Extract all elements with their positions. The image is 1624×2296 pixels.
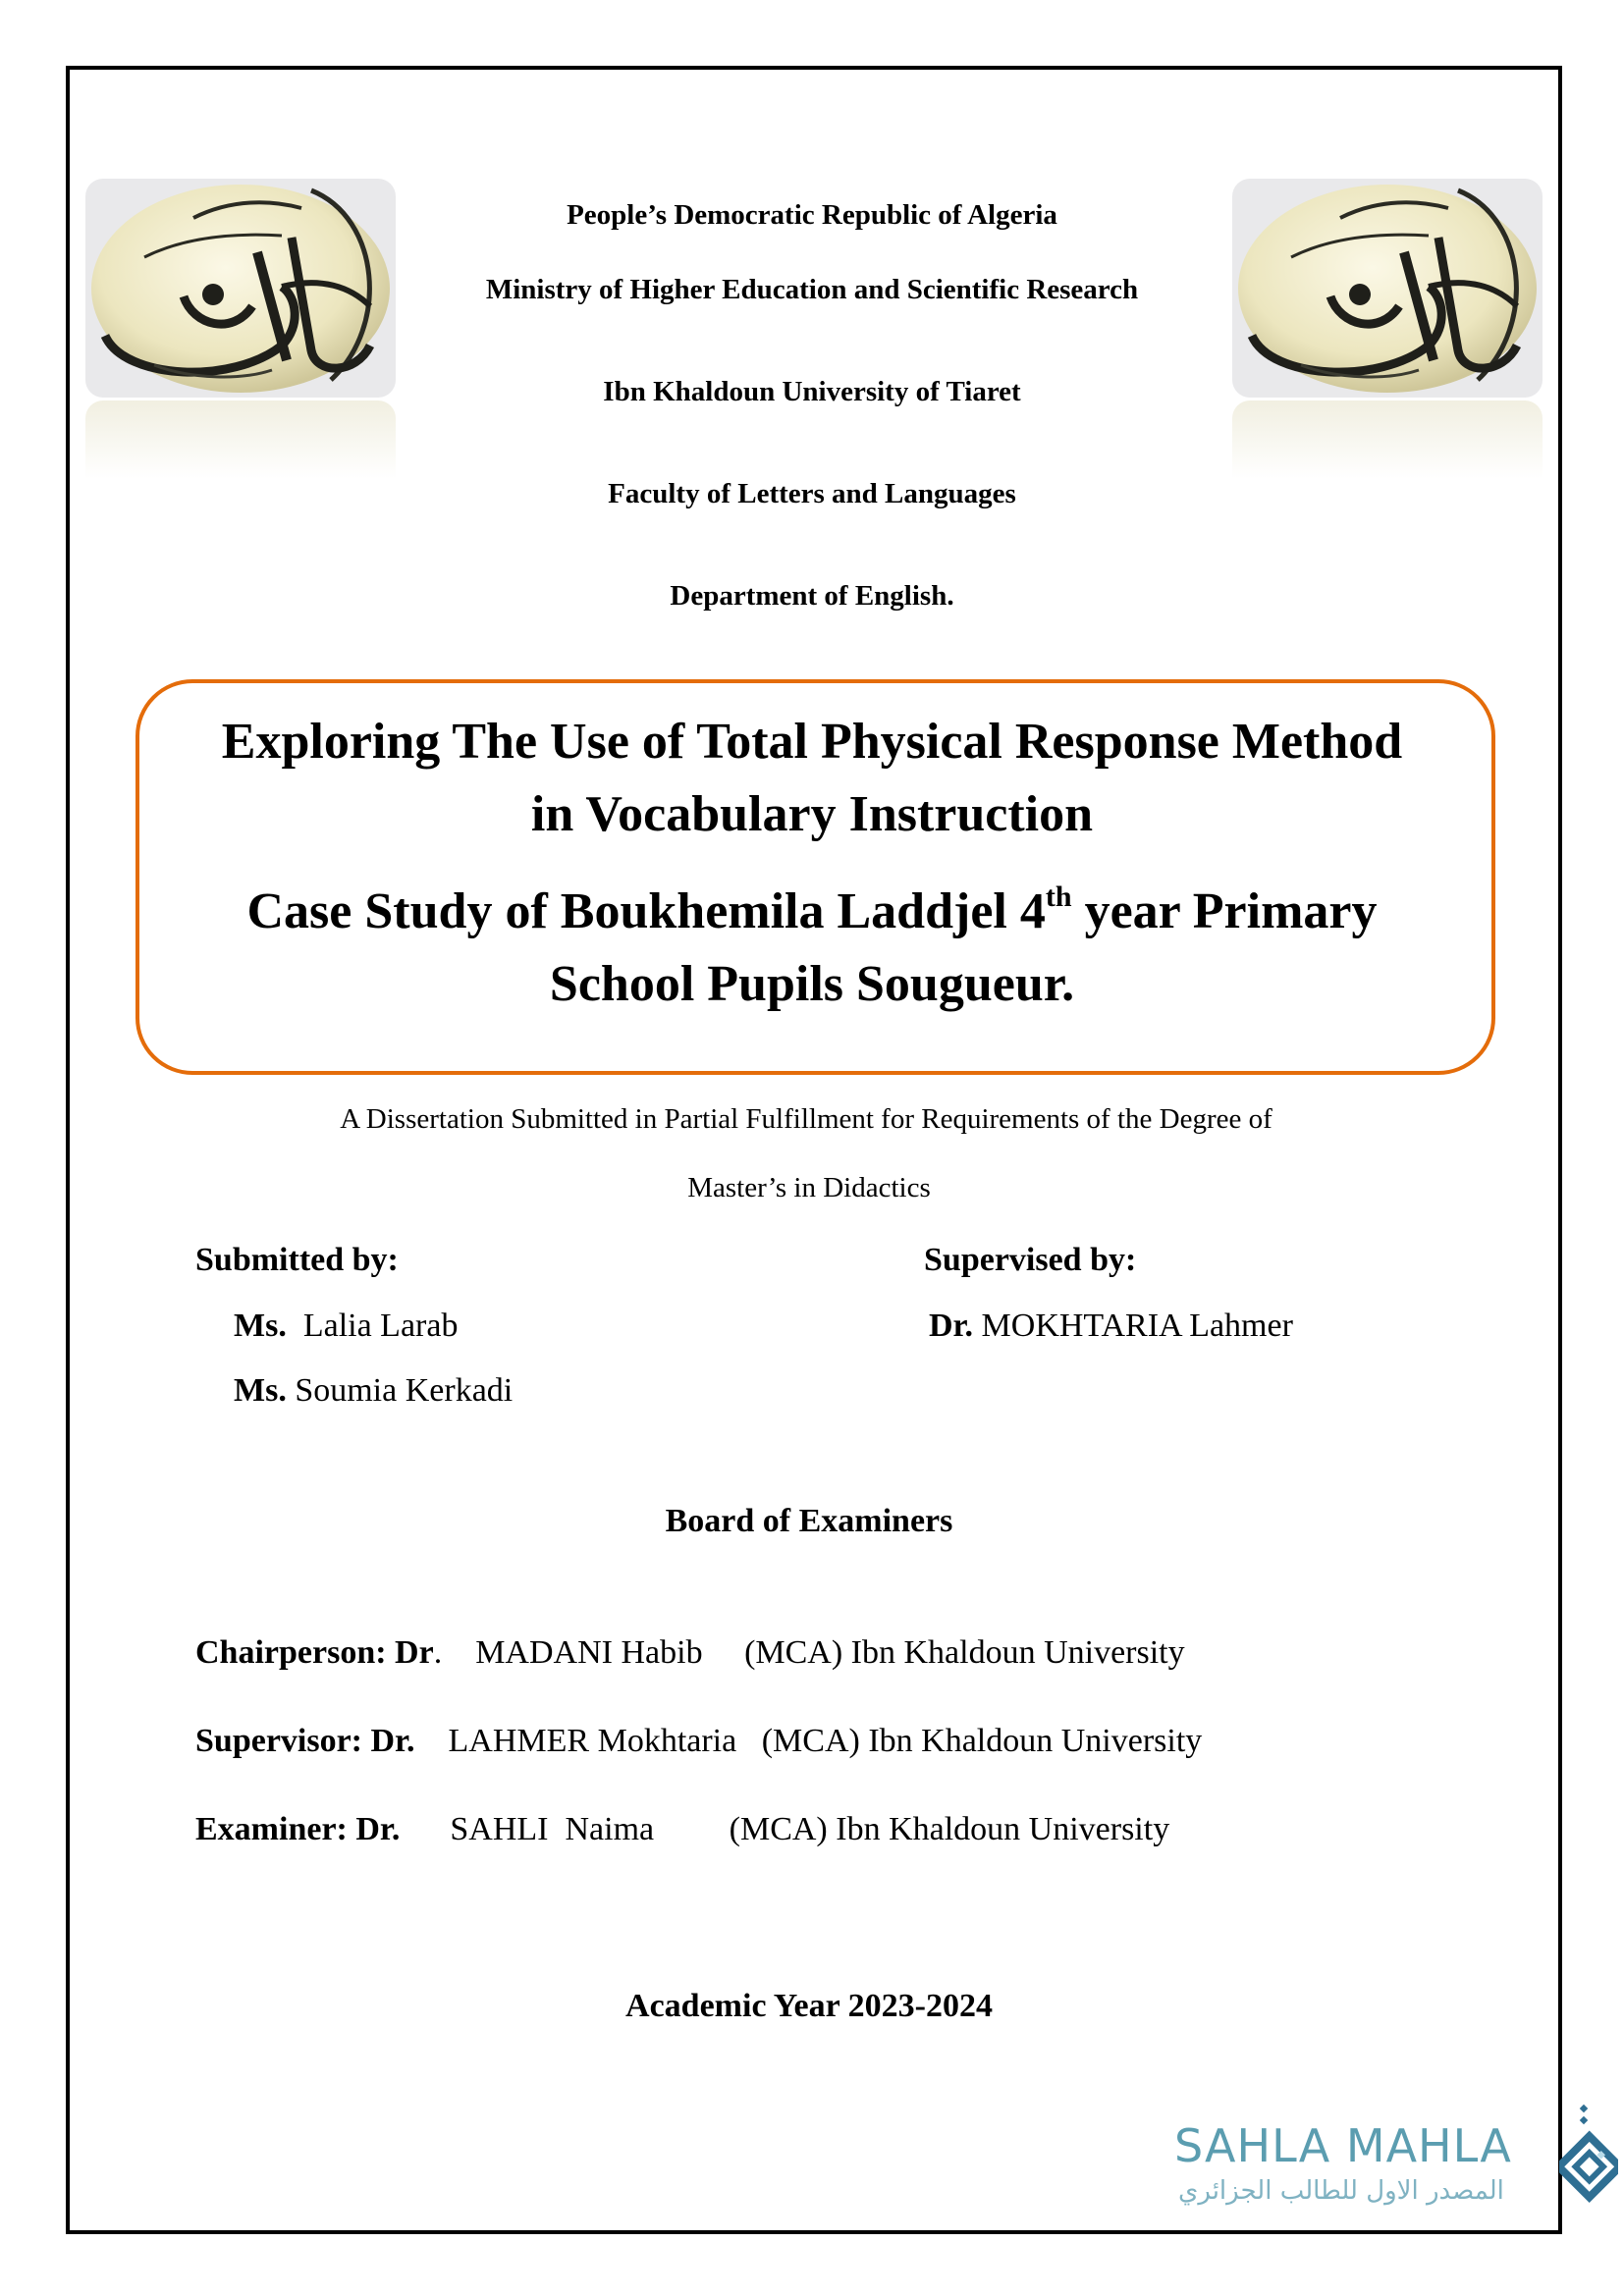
board-member-name: MADANI Habib [442, 1634, 703, 1671]
board-role-suffix: . [433, 1634, 443, 1671]
academic-year: Academic Year 2023-2024 [625, 1988, 993, 2024]
board-member-affiliation: (MCA) Ibn Khaldoun University [736, 1723, 1203, 1759]
sahla-mahla-watermark [1168, 2115, 1620, 2223]
supervisor [929, 1308, 1293, 1345]
board-role: Chairperson: Dr [195, 1634, 434, 1671]
student-1-name: Lalia Larab [286, 1308, 459, 1344]
ministry-name: Ministry of Higher Education and Scientific Research [485, 274, 1139, 305]
sahla-mahla-logo-icon [1559, 2104, 1618, 2212]
board-member-chairperson [195, 1634, 1185, 1672]
student-1 [234, 1308, 458, 1345]
logo-reflection-left [85, 400, 396, 479]
board-heading: Board of Examiners [665, 1503, 953, 1539]
board-member-name: SAHLI Naima [400, 1811, 655, 1847]
ordinal-superscript: th [1045, 881, 1072, 913]
student-2-name: Soumia Kerkadi [286, 1372, 514, 1409]
watermark-tagline: المصدر الاول للطالب الجزائري [1178, 2176, 1504, 2206]
title-line-4: School Pupils Sougueur. [549, 956, 1075, 1012]
board-member-name: LAHMER Mokhtaria [414, 1723, 737, 1759]
title-line-3-text-end: year Primary [1071, 883, 1378, 939]
board-role: Supervisor: Dr. [195, 1723, 415, 1759]
board-member-affiliation: (MCA) Ibn Khaldoun University [702, 1634, 1185, 1671]
submitted-by-label: Submitted by: [195, 1242, 399, 1278]
dissertation-statement: A Dissertation Submitted in Partial Fulfillment for Requirements of the Degree of [340, 1103, 1272, 1135]
watermark-brand: SAHLA MAHLA [1174, 2119, 1512, 2172]
board-role: Examiner: Dr. [195, 1811, 401, 1847]
supervisor-title: Dr. [929, 1308, 974, 1344]
student-2 [234, 1372, 513, 1410]
title-line-3-text: Case Study of Boukhemila Laddjel 4 [246, 883, 1046, 939]
student-2-title: Ms. [234, 1372, 287, 1409]
logo-reflection-right [1232, 400, 1543, 479]
board-member-affiliation: (MCA) Ibn Khaldoun University [654, 1811, 1170, 1847]
title-line-3 [0, 882, 1624, 940]
faculty-name: Faculty of Letters and Languages [608, 478, 1016, 509]
title-line-1: Exploring The Use of Total Physical Response Method [221, 714, 1403, 770]
supervisor-name: MOKHTARIA Lahmer [973, 1308, 1293, 1344]
degree-name: Master’s in Didactics [687, 1172, 931, 1203]
country-name: People’s Democratic Republic of Algeria [567, 199, 1057, 231]
board-member-supervisor [195, 1723, 1202, 1760]
student-1-title: Ms. [234, 1308, 287, 1344]
board-member-examiner [195, 1811, 1169, 1848]
department-name: Department of English. [670, 580, 954, 612]
title-line-2: in Vocabulary Instruction [530, 786, 1094, 842]
supervised-by-label: Supervised by: [924, 1242, 1137, 1278]
university-name: Ibn Khaldoun University of Tiaret [603, 376, 1021, 407]
